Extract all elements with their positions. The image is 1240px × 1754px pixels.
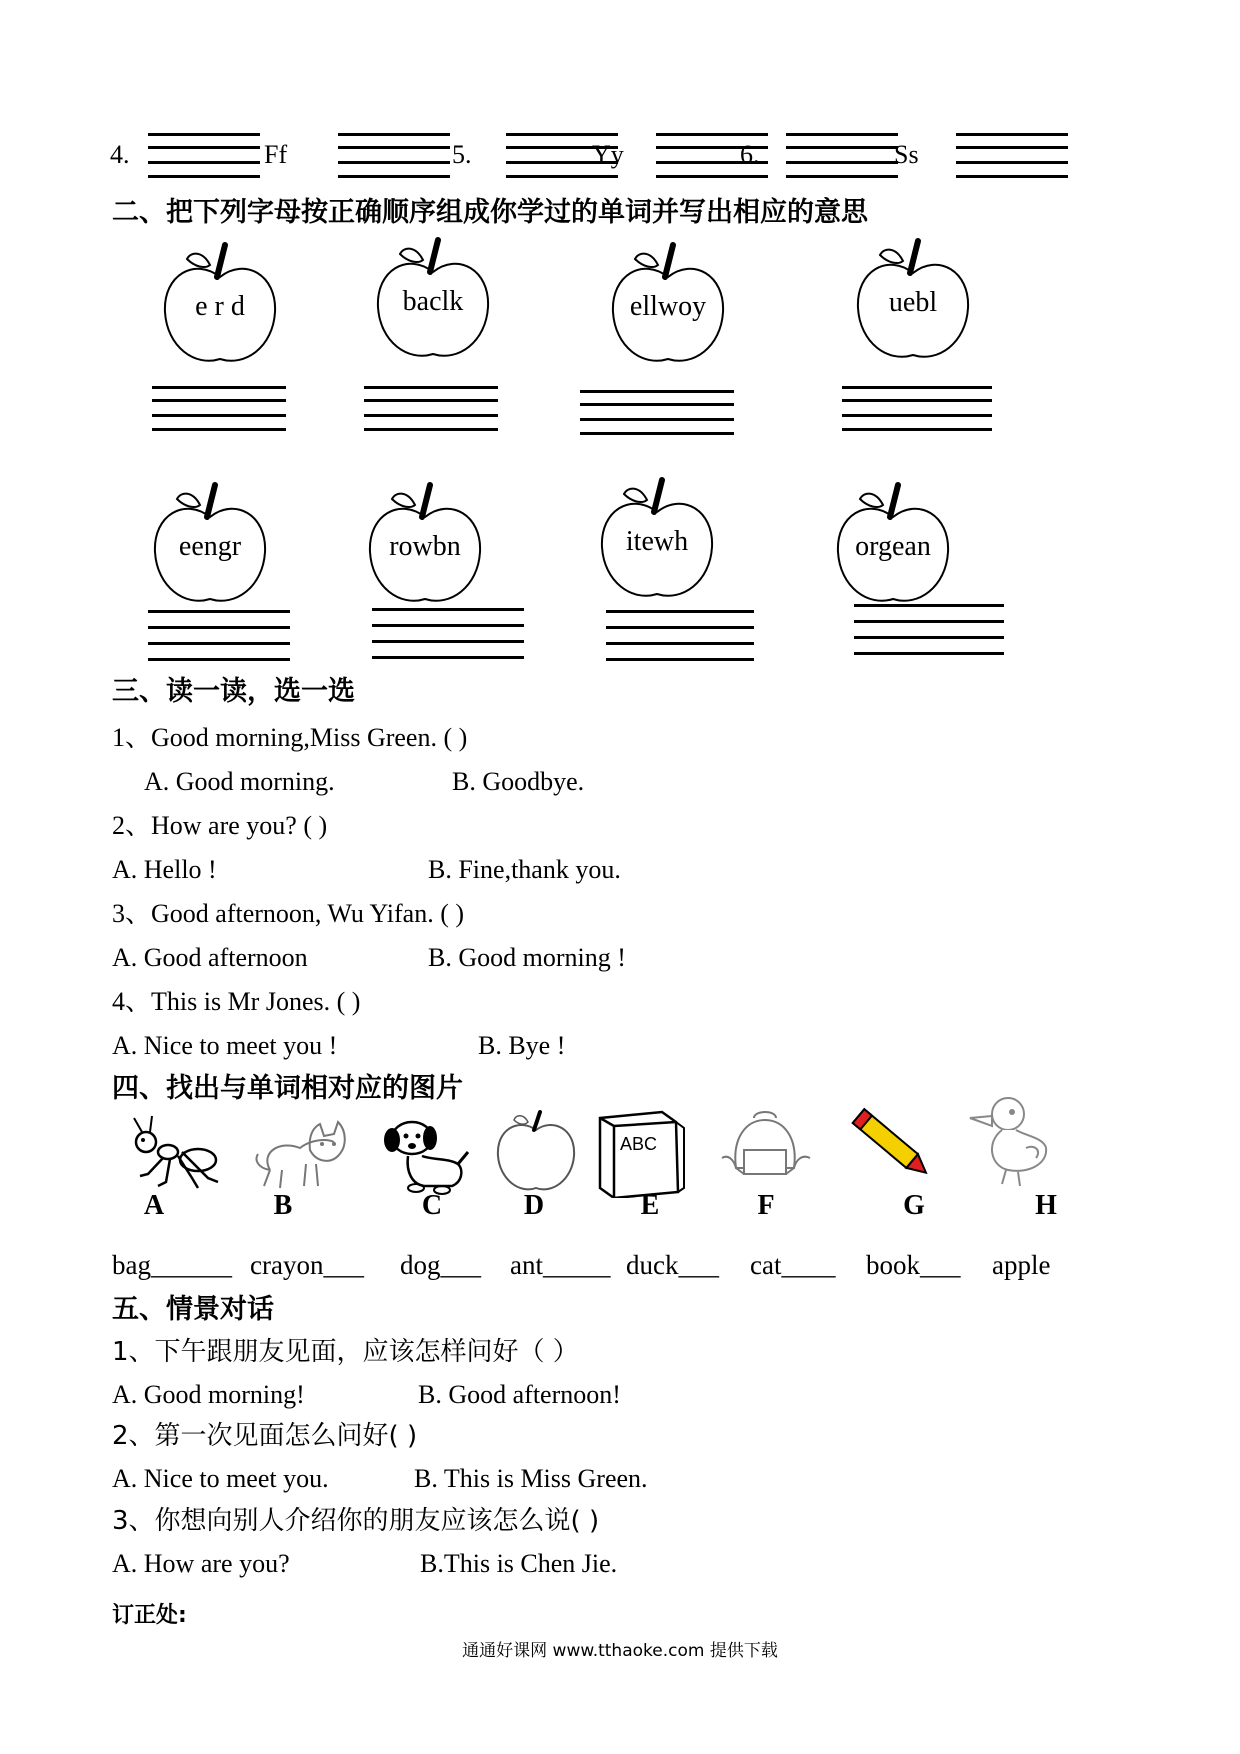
word-blank: duck___ <box>626 1250 719 1280</box>
apple-card <box>368 232 498 372</box>
writing-lines <box>364 386 498 432</box>
option-a: A. Hello ! <box>112 855 217 884</box>
word-blank: book___ <box>866 1250 961 1280</box>
writing-lines <box>956 133 1068 179</box>
writing-lines <box>152 386 286 432</box>
word-blank: apple <box>992 1250 1051 1280</box>
letter-pair-ss: Ss <box>894 140 919 169</box>
picture-label: H <box>1035 1190 1057 1221</box>
writing-lines <box>148 610 290 662</box>
option-b: B. Bye ! <box>478 1031 566 1060</box>
duck-picture <box>956 1092 1066 1182</box>
correction-label: 订正处: <box>112 1603 187 1628</box>
bag-picture <box>714 1108 824 1198</box>
apple-card <box>155 237 285 377</box>
book-picture <box>592 1108 702 1198</box>
word-blank: bag______ <box>112 1250 232 1280</box>
writing-lines <box>786 133 898 179</box>
option-a: A. How are you? <box>112 1549 290 1578</box>
picture-label: D <box>523 1190 545 1221</box>
backpack-icon <box>714 1108 824 1198</box>
picture-label: A <box>143 1190 165 1221</box>
apple-card <box>360 477 490 617</box>
item-number-6: 6. <box>740 140 760 169</box>
word-blank: dog___ <box>400 1250 481 1280</box>
ant-picture <box>118 1112 228 1202</box>
option-b: B.This is Chen Jie. <box>420 1549 618 1578</box>
apple-card <box>828 477 958 617</box>
letter-pair-yy: Yy <box>592 140 624 169</box>
section-5-heading: 五、情景对话 <box>112 1294 274 1325</box>
apple-card <box>848 233 978 373</box>
section-2-heading: 二、把下列字母按正确顺序组成你学过的单词并写出相应的意思 <box>112 197 868 228</box>
scrambled-word: eengr <box>178 531 242 562</box>
word-blank: crayon___ <box>250 1250 364 1280</box>
picture-label: C <box>421 1190 443 1221</box>
book-cover-text: ABC <box>620 1134 658 1154</box>
footer-text: 通通好课网 www.tthaoke.com 提供下载 <box>462 1641 778 1661</box>
cat-picture <box>250 1112 360 1202</box>
option-a: A. Good morning! <box>112 1380 305 1409</box>
section-4-heading: 四、找出与单词相对应的图片 <box>112 1073 463 1104</box>
scrambled-word: uebl <box>888 287 938 318</box>
scrambled-word: orgean <box>855 531 931 562</box>
question-text: 1、下午跟朋友见面，应该怎样问好（ ） <box>112 1337 579 1367</box>
apple-icon <box>484 1108 594 1198</box>
dog-icon <box>372 1112 482 1202</box>
option-a: A. Good afternoon <box>112 943 308 972</box>
apple-card <box>592 472 722 612</box>
writing-lines <box>148 133 260 179</box>
item-number-4: 4. <box>110 140 130 169</box>
picture-label: E <box>640 1190 660 1221</box>
question-text: 2、How are you? ( ) <box>112 811 328 840</box>
scrambled-word: ellwoy <box>629 291 707 322</box>
option-a: A. Good morning. <box>144 767 335 796</box>
apple-picture <box>484 1108 594 1198</box>
scrambled-word: e r d <box>195 291 245 322</box>
scrambled-word: itewh <box>625 526 689 557</box>
writing-lines <box>606 610 754 662</box>
question-text: 3、你想向别人介绍你的朋友应该怎么说( ) <box>112 1506 600 1536</box>
writing-lines <box>372 608 524 660</box>
question-text: 1、Good morning,Miss Green. ( ) <box>112 723 468 752</box>
option-b: B. Good afternoon! <box>418 1380 621 1409</box>
apple-card <box>145 477 275 617</box>
option-a: A. Nice to meet you. <box>112 1464 329 1493</box>
question-text: 4、This is Mr Jones. ( ) <box>112 987 361 1016</box>
apple-card <box>603 237 733 377</box>
question-text: 2、第一次见面怎么问好( ) <box>112 1421 418 1451</box>
item-number-5: 5. <box>452 140 472 169</box>
option-b: B. Fine,thank you. <box>428 855 621 884</box>
duck-icon <box>956 1092 1066 1192</box>
ant-icon <box>118 1112 228 1202</box>
option-b: B. Goodbye. <box>452 767 585 796</box>
section-3-heading: 三、读一读，选一选 <box>112 676 355 707</box>
letter-pair-ff: Ff <box>264 140 288 169</box>
crayon-picture <box>838 1100 948 1190</box>
picture-label: F <box>757 1190 775 1221</box>
option-b: B. This is Miss Green. <box>414 1464 648 1493</box>
question-text: 3、Good afternoon, Wu Yifan. ( ) <box>112 899 465 928</box>
writing-lines <box>854 604 1004 656</box>
option-a: A. Nice to meet you ! <box>112 1031 338 1060</box>
writing-lines <box>580 390 734 436</box>
picture-label: B <box>273 1190 293 1221</box>
scrambled-word: baclk <box>402 286 464 317</box>
cat-icon <box>250 1112 360 1202</box>
word-blank: cat____ <box>750 1250 836 1280</box>
crayon-icon <box>838 1100 948 1190</box>
dog-picture <box>372 1112 482 1202</box>
option-b: B. Good morning ! <box>428 943 626 972</box>
book-icon <box>592 1108 702 1198</box>
writing-lines <box>338 133 450 179</box>
picture-label: G <box>903 1190 925 1221</box>
scrambled-word: rowbn <box>389 531 461 562</box>
writing-lines <box>842 386 992 432</box>
word-blank: ant_____ <box>510 1250 611 1280</box>
